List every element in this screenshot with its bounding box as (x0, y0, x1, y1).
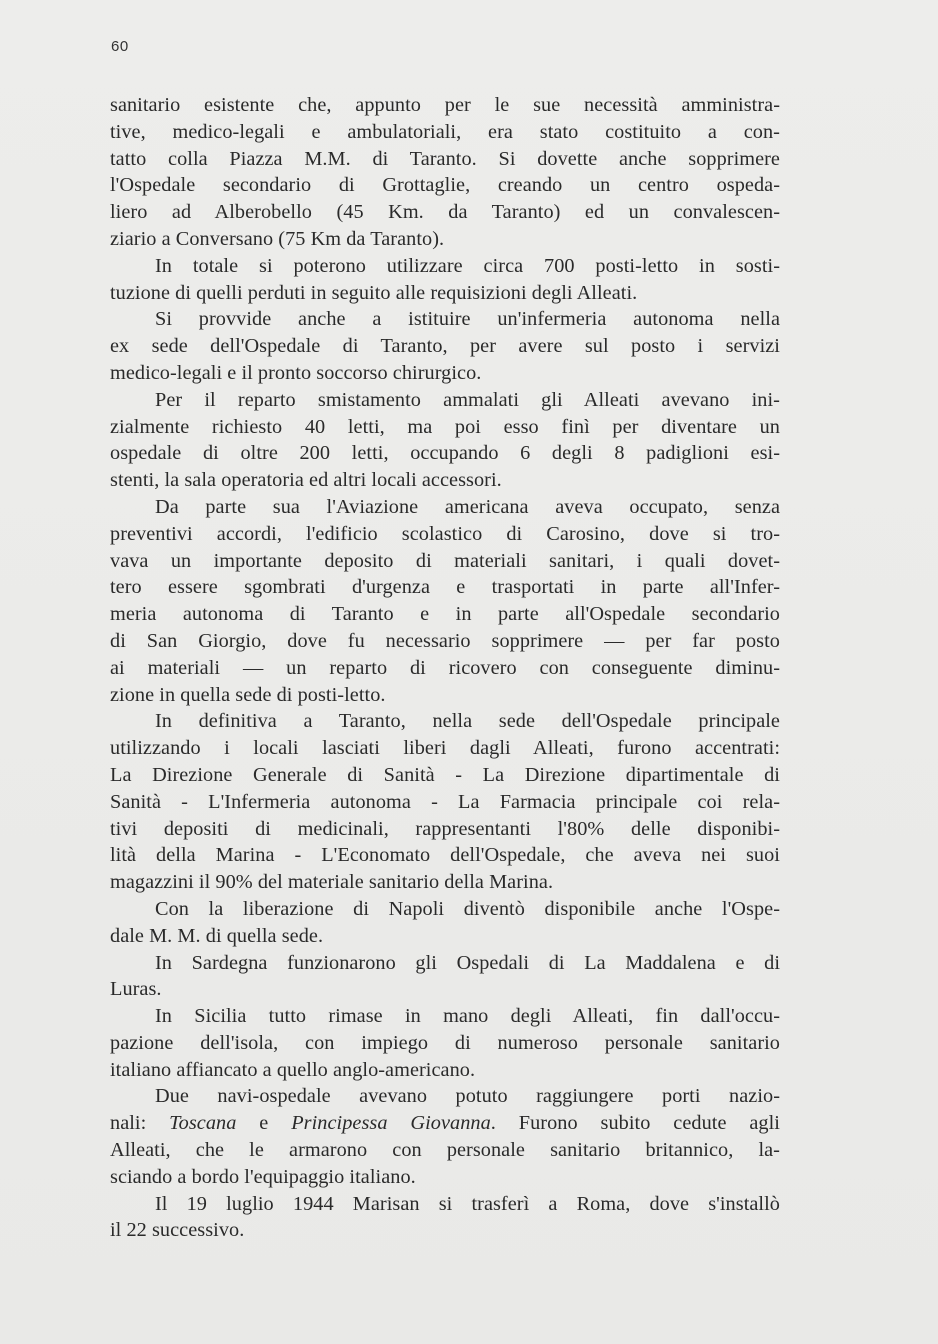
text-line: ex sede dell'Ospedale di Taranto, per avere sul posto i servizi (110, 335, 780, 358)
text-line: ziario a Conversano (75 Km da Taranto). (110, 227, 445, 250)
text-line: tivi depositi di medicinali, rappresentanti l'80% delle disponibi- (110, 817, 780, 840)
text-line: zione in quella sede di posti-letto. (110, 683, 386, 706)
text-line: medico-legali e il pronto soccorso chirurgico. (110, 361, 482, 384)
text-line: zialmente richiesto 40 letti, ma poi esso finì per diventare un (110, 415, 780, 438)
text-line: vava un importante deposito di materiali sanitari, i quali dovet- (110, 549, 780, 572)
text-line: Il 19 luglio 1944 Marisan si trasferì a Roma, dove s'installò (155, 1192, 780, 1215)
text-line: La Direzione Generale di Sanità - La Direzione dipartimentale di (110, 763, 780, 786)
text-line: di San Giorgio, dove fu necessario sopprimere — per far posto (110, 629, 780, 652)
text-line: tero essere sgombrati d'urgenza e trasportati in parte all'Infer- (110, 576, 780, 599)
text-fragment: e (236, 1112, 292, 1135)
text-line: utilizzando i locali lasciati liberi dagli Alleati, furono accentrati: (110, 737, 780, 760)
body-text (110, 92, 780, 1244)
text-line: liero ad Alberobello (45 Km. da Taranto) ed un convalescen- (110, 201, 780, 224)
text-line: ai materiali — un reparto di ricovero con conseguente diminu- (110, 656, 780, 679)
text-line: pazione dell'isola, con impiego di numeroso personale sanitario (110, 1031, 780, 1054)
text-line: stenti, la sala operatoria ed altri locali accessori. (110, 469, 502, 492)
text-line: tuzione di quelli perduti in seguito alle requisizioni degli Alleati. (110, 281, 638, 304)
text-line: Alleati, che le armarono con personale sanitario britannico, la- (110, 1139, 780, 1162)
text-line: In definitiva a Taranto, nella sede dell'Ospedale principale (155, 710, 780, 733)
text-line: tatto colla Piazza M.M. di Taranto. Si dovette anche sopprimere (110, 147, 780, 170)
ship-name: Toscana (169, 1112, 237, 1135)
text-line: Due navi-ospedale avevano potuto raggiungere porti nazio- (155, 1085, 780, 1108)
text-line: Da parte sua l'Aviazione americana aveva occupato, senza (155, 495, 780, 518)
text-line: italiano affiancato a quello anglo-americano. (110, 1058, 476, 1081)
text-line: lità della Marina - L'Economato dell'Ospedale, che aveva nei suoi (110, 844, 780, 867)
text-line: Per il reparto smistamento ammalati gli Alleati avevano ini- (155, 388, 780, 411)
text-line: In Sardegna funzionarono gli Ospedali di La Maddalena e di (155, 951, 780, 974)
text-line: tive, medico-legali e ambulatoriali, era stato costituito a con- (110, 120, 780, 143)
text-line: sciando a bordo l'equipaggio italiano. (110, 1165, 416, 1188)
text-line: il 22 successivo. (110, 1219, 245, 1242)
text-line: ospedale di oltre 200 letti, occupando 6 degli 8 padiglioni esi- (110, 442, 780, 465)
text-line: preventivi accordi, l'edificio scolastico di Carosino, dove si tro- (110, 522, 780, 545)
text-line: Luras. (110, 978, 162, 1001)
text-line: dale M. M. di quella sede. (110, 924, 324, 947)
text-line: l'Ospedale secondario di Grottaglie, creando un centro ospeda- (110, 174, 780, 197)
text-line: Sanità - L'Infermeria autonoma - La Farmacia principale coi rela- (110, 790, 780, 813)
page-number: 60 (111, 38, 129, 55)
text-line: magazzini il 90% del materiale sanitario della Marina. (110, 871, 554, 894)
text-fragment: . Furono subito cedute agli (490, 1112, 780, 1135)
text-line: In Sicilia tutto rimase in mano degli Alleati, fin dall'occu- (155, 1005, 780, 1028)
text-line (110, 1110, 780, 1137)
text-line: Con la liberazione di Napoli diventò disponibile anche l'Ospe- (155, 897, 780, 920)
text-line: meria autonoma di Taranto e in parte all'Ospedale secondario (110, 603, 780, 626)
ship-name: Principessa Giovanna (291, 1112, 491, 1135)
text-fragment: nali: (110, 1112, 170, 1135)
text-line: sanitario esistente che, appunto per le sue necessità amministra- (110, 94, 780, 116)
text-line: In totale si poterono utilizzare circa 700 posti-letto in sosti- (155, 254, 780, 277)
text-line: Si provvide anche a istituire un'infermeria autonoma nella (155, 308, 780, 331)
